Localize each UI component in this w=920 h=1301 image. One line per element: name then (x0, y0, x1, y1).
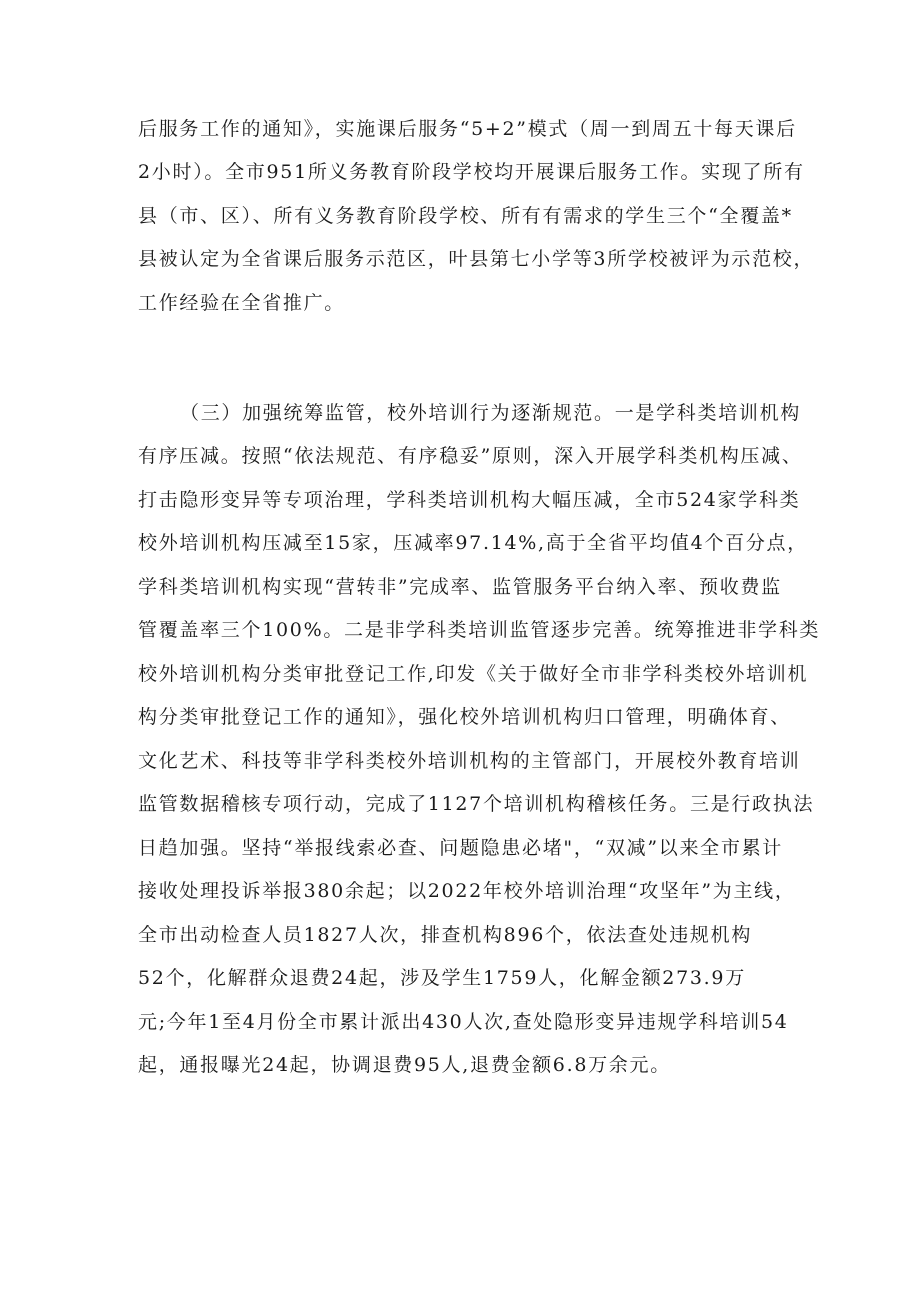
text-line: 起，通报曝光24起，协调退费95人,退费金额6.8万余元。 (138, 1054, 671, 1076)
text-line: 有序压减。按照“依法规范、有序稳妥”原则，深入开展学科类机构压减、 (138, 445, 803, 467)
text-line: 校外培训机构分类审批登记工作,印发《关于做好全市非学科类校外培训机 (138, 663, 809, 685)
text-line: 监管数据稽核专项行动，完成了1127个培训机构稽核任务。三是行政执法 (138, 793, 815, 815)
text-line: 全市出动检查人员1827人次，排查机构896个，依法查处违规机构 (138, 924, 753, 946)
text-line: 工作经验在全省推广。 (138, 292, 346, 314)
text-line: 构分类审批登记工作的通知》，强化校外培训机构归口管理，明确体育、 (138, 706, 791, 728)
text-line: 2小时）。全市951所义务教育阶段学校均开展课后服务工作。实现了所有 (138, 161, 805, 183)
text-line: 52个，化解群众退费24起，涉及学生1759人，化解金额273.9万 (138, 967, 746, 989)
text-line: 后服务工作的通知》，实施课后服务“5+2”模式（周一到周五十每天课后 (138, 118, 797, 140)
text-line: 日趋加强。坚持“举报线索必查、问题隐患必堵"，“双减”以来全市累计 (138, 837, 783, 859)
text-line: 校外培训机构压减至15家，压减率97.14%,高于全省平均值4个百分点， (138, 532, 808, 554)
section-heading-line: （三）加强统筹监管，校外培训行为逐渐规范。一是学科类培训机构 (180, 402, 802, 424)
text-line: 县被认定为全省课后服务示范区，叶县第七小学等3所学校被评为示范校， (138, 248, 815, 270)
text-line: 文化艺术、科技等非学科类校外培训机构的主管部门，开展校外教育培训 (138, 750, 801, 772)
text-line: 打击隐形变异等专项治理，学科类培训机构大幅压减，全市524家学科类 (138, 489, 801, 511)
text-line: 学科类培训机构实现“营转非”完成率、监管服务平台纳入率、预收费监 (138, 576, 782, 598)
text-line: 接收处理投诉举报380余起；以2022年校外培训治理“攻坚年”为主线， (138, 880, 796, 902)
text-line: 管覆盖率三个100%。二是非学科类培训监管逐步完善。统筹推进非学科类 (138, 619, 821, 641)
text-line: 县（市、区）、所有义务教育阶段学校、所有有需求的学生三个“全覆盖* (138, 205, 793, 227)
text-line: 元;今年1至4月份全市累计派出430人次,查处隐形变异违规学科培训54 (138, 1011, 789, 1033)
